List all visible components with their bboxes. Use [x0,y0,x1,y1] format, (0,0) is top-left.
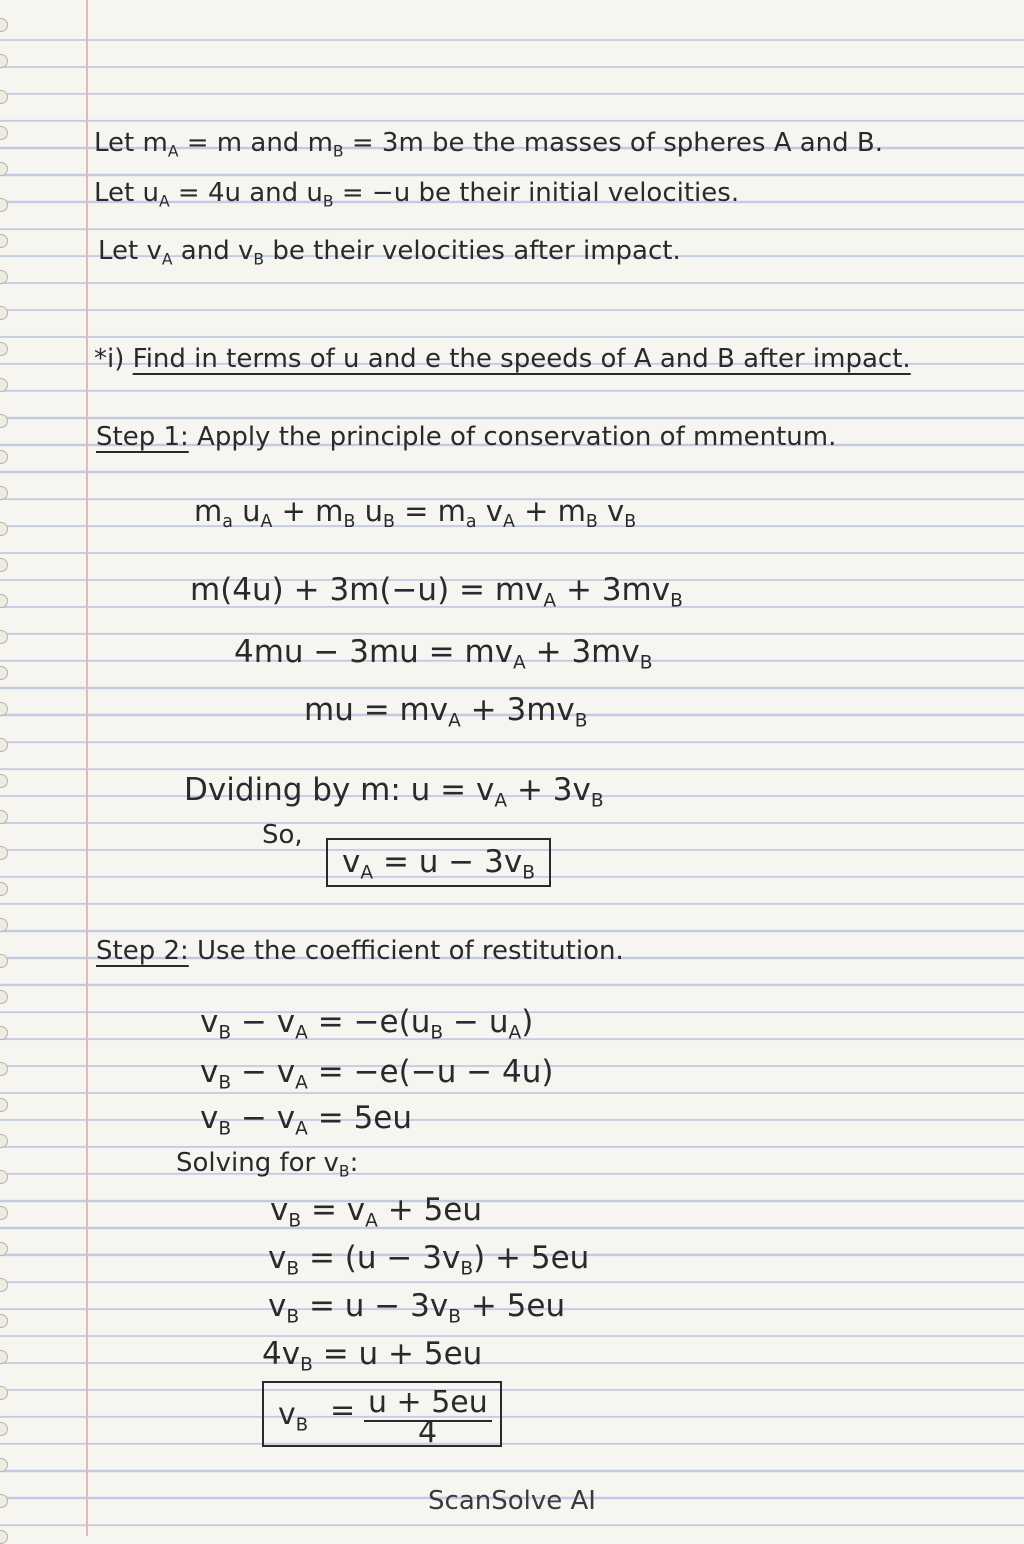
binder-hole [0,846,8,860]
binder-hole [0,738,8,752]
binder-hole [0,954,8,968]
result-lhs: $v_B$ [278,1397,309,1436]
step2-equation-3: $v_B - v_A = 5eu$ [200,1100,413,1140]
step1-heading [96,422,836,453]
binder-hole [0,990,8,1004]
binder-hole [0,1098,8,1112]
binder-hole [0,1242,8,1256]
question-heading: *i) Find in terms of u and e the speeds of A and B after impact. [94,344,911,374]
step2-equation-7: $4v_B = u + 5eu$ [262,1336,483,1376]
binder-hole [0,522,8,536]
binder-hole [0,1170,8,1184]
binder-hole [0,1422,8,1436]
step1-equation-1: $m_a$ $u_A + m_B$ $u_B = m_a$ $v_A + m_B$ $v_B$ [194,494,637,533]
step2-equation-4: $v_B = v_A + 5eu$ [270,1192,483,1232]
binder-hole [0,54,8,68]
step1-label: Step 1: [96,422,189,452]
binder-hole [0,630,8,644]
binder-hole [0,882,8,896]
step2-equation-6: $v_B = u - 3v_B + 5eu$ [268,1288,566,1328]
step1-text: Apply the principle of conservation of mmentum. [188,422,837,452]
binder-hole [0,1206,8,1220]
binder-hole [0,810,8,824]
binder-hole [0,1530,8,1544]
binder-hole [0,486,8,500]
step1-equation-3: $4mu - 3mu = mv_A + 3mv_B$ [234,634,653,674]
binder-hole [0,1134,8,1148]
binder-hole [0,342,8,356]
binder-hole [0,1026,8,1040]
binder-hole [0,270,8,284]
footer-brand: ScanSolve AI [428,1486,596,1516]
binder-hole [0,90,8,104]
binder-hole [0,594,8,608]
binder-hole [0,1314,8,1328]
binder-hole [0,162,8,176]
binder-hole [0,378,8,392]
binder-holes [0,0,14,1536]
result-denominator: 4 [418,1415,438,1450]
binder-hole [0,450,8,464]
step1-result-box: $v_A = u - 3v_B$ [326,838,551,887]
step1-equation-2: $m(4u) + 3m(-u) = mv_A + 3mv_B$ [190,572,683,612]
binder-hole [0,1062,8,1076]
step1-divide-line: Dviding by m: $u = v_A + 3v_B$ [184,772,604,812]
binder-hole [0,666,8,680]
result-equals: = [330,1393,356,1428]
step1-so: So, [262,820,303,850]
step2-text: Use the coefficient of restitution. [188,936,624,966]
intro-line-initial-velocities: Let $u_A = 4u$ and $u_B = -u$ be their initial velocities. [94,178,740,211]
binder-hole [0,918,8,932]
binder-hole [0,18,8,32]
step2-result-box [262,1381,502,1450]
margin-line [86,0,88,1536]
binder-hole [0,774,8,788]
step2-label: Step 2: [96,936,189,966]
binder-hole [0,702,8,716]
binder-hole [0,234,8,248]
binder-hole [0,198,8,212]
intro-line-final-velocities: Let $v_A$ and $v_B$ be their velocities after impact. [98,236,681,269]
step2-equation-2: $v_B - v_A = -e(-u - 4u)$ [200,1054,554,1094]
binder-hole [0,306,8,320]
binder-hole [0,414,8,428]
binder-hole [0,1458,8,1472]
binder-hole [0,126,8,140]
binder-hole [0,1278,8,1292]
binder-hole [0,1386,8,1400]
binder-hole [0,558,8,572]
step1-equation-4: mu = $mv_A + 3mv_B$ [304,692,588,732]
step2-solving-for: Solving for $v_B$: [176,1148,359,1181]
step2-equation-1: $v_B - v_A = -e(u_B - u_A)$ [200,1004,534,1044]
question-text: Find in terms of u and e the speeds of A and B after impact. [132,344,911,374]
step2-heading [96,936,624,967]
result-numerator: u + 5eu [364,1385,492,1422]
binder-hole [0,1350,8,1364]
intro-line-masses: Let $m_A = m$ and $m_B = 3m$ be the masses of spheres A and B. [94,128,884,161]
step2-equation-5: $v_B = (u - 3v_B) + 5eu$ [268,1240,590,1280]
